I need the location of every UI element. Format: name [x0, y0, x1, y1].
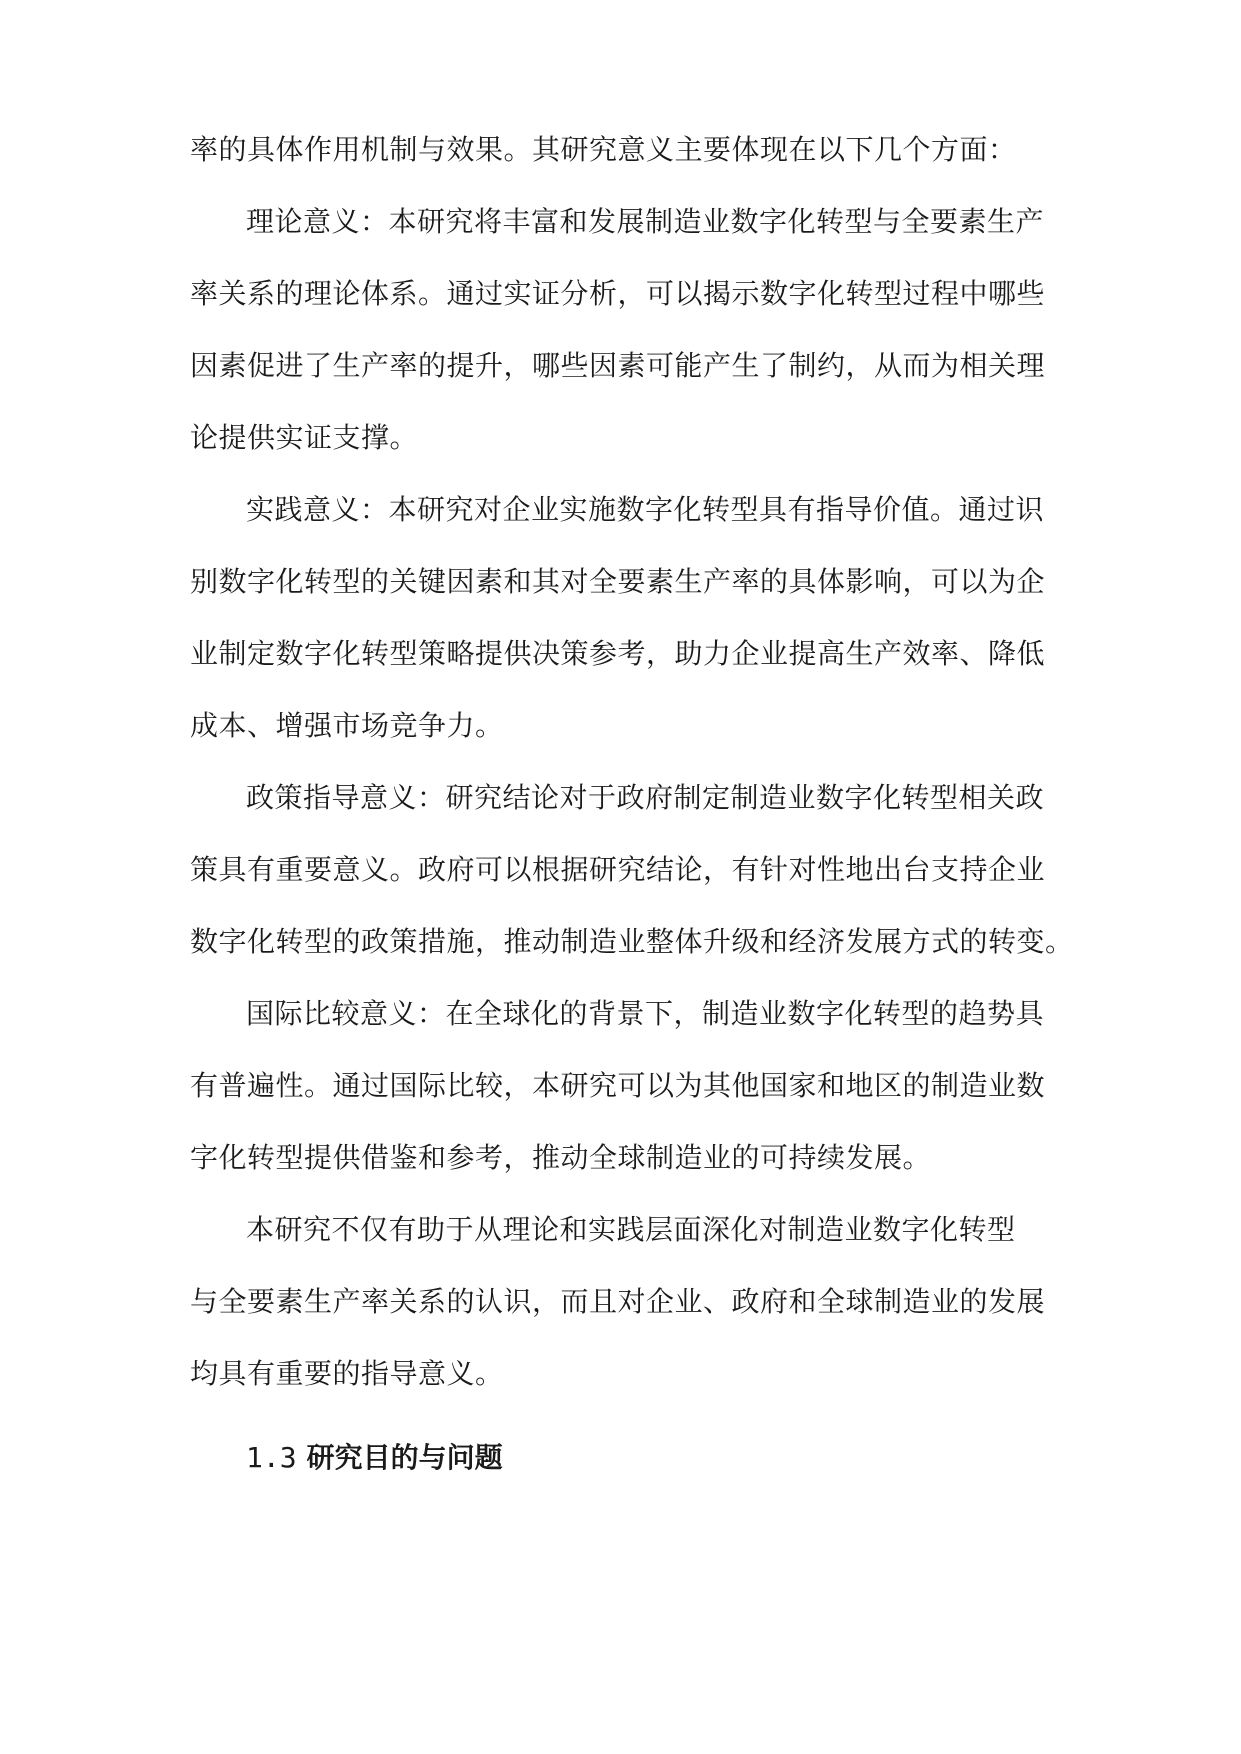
paragraph-line: 论提供实证支撑。 [190, 421, 419, 454]
paragraph-line: 别数字化转型的关键因素和其对全要素生产率的具体影响，可以为企 [190, 565, 1046, 598]
paragraph-line: 与全要素生产率关系的认识，而且对企业、政府和全球制造业的发展 [190, 1285, 1046, 1318]
paragraph-line: 策具有重要意义。政府可以根据研究结论，有针对性地出台支持企业 [190, 853, 1046, 886]
paragraph-line: 国际比较意义：在全球化的背景下，制造业数字化转型的趋势具 [246, 997, 1045, 1030]
paragraph-line: 数字化转型的政策措施，推动制造业整体升级和经济发展方式的转变。 [190, 925, 1074, 958]
paragraph-line: 政策指导意义：研究结论对于政府制定制造业数字化转型相关政 [246, 781, 1045, 814]
section-number: 1.3 [246, 1441, 297, 1474]
paragraph-line: 率的具体作用机制与效果。其研究意义主要体现在以下几个方面： [190, 133, 1017, 166]
section-heading [246, 1438, 503, 1478]
paragraph-line: 字化转型提供借鉴和参考，推动全球制造业的可持续发展。 [190, 1141, 932, 1174]
paragraph-line: 均具有重要的指导意义。 [190, 1357, 504, 1390]
paragraph-line: 率关系的理论体系。通过实证分析，可以揭示数字化转型过程中哪些 [190, 277, 1046, 310]
paragraph-line: 因素促进了生产率的提升，哪些因素可能产生了制约，从而为相关理 [190, 349, 1046, 382]
section-title: 研究目的与问题 [306, 1441, 503, 1474]
paragraph-line: 实践意义：本研究对企业实施数字化转型具有指导价值。通过识 [246, 493, 1045, 526]
paragraph-line: 本研究不仅有助于从理论和实践层面深化对制造业数字化转型 [246, 1213, 1016, 1246]
paragraph-line: 业制定数字化转型策略提供决策参考，助力企业提高生产效率、降低 [190, 637, 1046, 670]
paragraph-line: 理论意义：本研究将丰富和发展制造业数字化转型与全要素生产 [246, 205, 1045, 238]
paragraph-line: 成本、增强市场竞争力。 [190, 709, 504, 742]
paragraph-line: 有普遍性。通过国际比较，本研究可以为其他国家和地区的制造业数 [190, 1069, 1046, 1102]
